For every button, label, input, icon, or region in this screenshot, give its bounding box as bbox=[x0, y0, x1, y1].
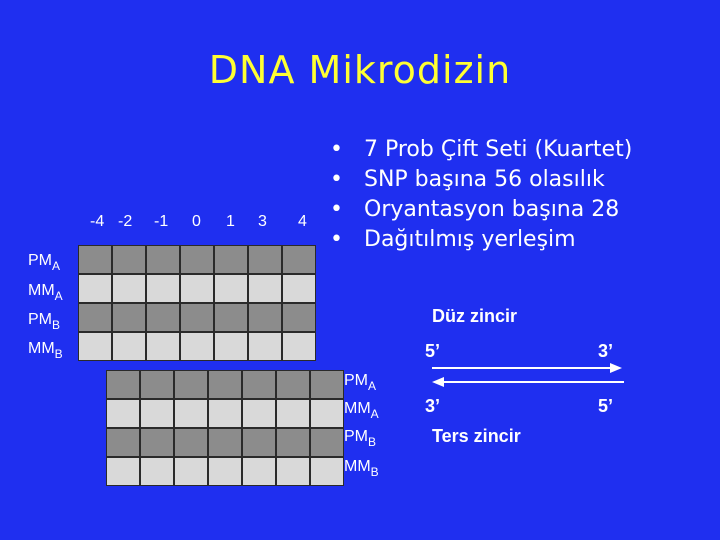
probe-cell bbox=[242, 370, 276, 399]
probe-cell bbox=[106, 399, 140, 428]
probe-cell bbox=[180, 332, 214, 361]
probe-cell bbox=[248, 303, 282, 332]
probe-cell bbox=[112, 303, 146, 332]
forward-arrow-head-icon bbox=[610, 363, 622, 373]
probe-cell bbox=[214, 245, 248, 274]
probe-cell bbox=[174, 370, 208, 399]
probe-cell bbox=[282, 332, 316, 361]
reverse-5prime-label: 5’ bbox=[598, 396, 614, 416]
probe-cell bbox=[146, 332, 180, 361]
column-label: -4 bbox=[90, 213, 105, 230]
probe-cell bbox=[310, 457, 344, 486]
bullet-item: • SNP başına 56 olasılık bbox=[330, 165, 632, 195]
row-label: $PM_B$ bbox=[344, 428, 377, 449]
probe-cell bbox=[174, 428, 208, 457]
probe-cell bbox=[248, 274, 282, 303]
bullet-item: • Oryantasyon başına 28 bbox=[330, 195, 632, 225]
probe-cell bbox=[146, 274, 180, 303]
probe-cell bbox=[248, 332, 282, 361]
probe-cell bbox=[140, 370, 174, 399]
probe-cell bbox=[180, 245, 214, 274]
forward-5prime-label: 5’ bbox=[425, 341, 441, 361]
column-label: 0 bbox=[192, 213, 201, 230]
row-label: $MM_A$ bbox=[28, 282, 63, 303]
row-label: $PM_A$ bbox=[344, 372, 377, 393]
row-label: $MM_B$ bbox=[28, 340, 63, 361]
probe-cell bbox=[208, 457, 242, 486]
probe-cell bbox=[78, 332, 112, 361]
row-label: $PM_B$ bbox=[28, 311, 61, 332]
bullet-list bbox=[330, 135, 632, 255]
probe-cell bbox=[112, 274, 146, 303]
probe-cell bbox=[208, 399, 242, 428]
probe-cell bbox=[146, 303, 180, 332]
probe-cell bbox=[112, 332, 146, 361]
probe-grid-bottom bbox=[106, 370, 344, 486]
bullet-item: • 7 Prob Çift Seti (Kuartet) bbox=[330, 135, 632, 165]
probe-cell bbox=[214, 274, 248, 303]
probe-cell bbox=[214, 332, 248, 361]
row-label: $MM_B$ bbox=[344, 458, 379, 479]
probe-cell bbox=[78, 245, 112, 274]
reverse-arrow-head-icon bbox=[432, 377, 444, 387]
probe-grid-top bbox=[78, 245, 316, 361]
probe-cell bbox=[180, 303, 214, 332]
forward-strand-label: Düz zincir bbox=[432, 306, 518, 326]
probe-cell bbox=[242, 457, 276, 486]
probe-cell bbox=[248, 245, 282, 274]
probe-cell bbox=[208, 370, 242, 399]
probe-cell bbox=[214, 303, 248, 332]
column-label: -2 bbox=[118, 213, 133, 230]
probe-cell bbox=[310, 428, 344, 457]
reverse-strand-label: Ters zincir bbox=[432, 426, 521, 446]
column-label: 1 bbox=[226, 213, 235, 230]
strand-arrows bbox=[428, 360, 628, 392]
probe-cell bbox=[140, 457, 174, 486]
probe-cell bbox=[78, 274, 112, 303]
probe-cell bbox=[180, 274, 214, 303]
probe-cell bbox=[112, 245, 146, 274]
probe-cell bbox=[208, 428, 242, 457]
column-label: -1 bbox=[154, 213, 169, 230]
probe-cell bbox=[140, 399, 174, 428]
probe-cell bbox=[276, 428, 310, 457]
probe-cell bbox=[310, 370, 344, 399]
probe-cell bbox=[106, 428, 140, 457]
probe-cell bbox=[242, 428, 276, 457]
probe-cell bbox=[140, 428, 174, 457]
column-label: 4 bbox=[298, 213, 307, 230]
probe-cell bbox=[78, 303, 112, 332]
probe-cell bbox=[282, 303, 316, 332]
probe-cell bbox=[242, 399, 276, 428]
forward-3prime-label: 3’ bbox=[598, 341, 614, 361]
probe-cell bbox=[276, 457, 310, 486]
probe-cell bbox=[276, 399, 310, 428]
slide-title: DNA Mikrodizin bbox=[208, 48, 512, 92]
probe-cell bbox=[282, 245, 316, 274]
probe-cell bbox=[174, 399, 208, 428]
bullet-item: • Dağıtılmış yerleşim bbox=[330, 225, 632, 255]
probe-cell bbox=[282, 274, 316, 303]
probe-cell bbox=[106, 370, 140, 399]
probe-cell bbox=[106, 457, 140, 486]
probe-cell bbox=[146, 245, 180, 274]
row-label: $PM_A$ bbox=[28, 252, 61, 273]
probe-cell bbox=[310, 399, 344, 428]
probe-cell bbox=[174, 457, 208, 486]
row-label: $MM_A$ bbox=[344, 400, 379, 421]
column-label: 3 bbox=[258, 213, 267, 230]
probe-cell bbox=[276, 370, 310, 399]
reverse-3prime-label: 3’ bbox=[425, 396, 441, 416]
